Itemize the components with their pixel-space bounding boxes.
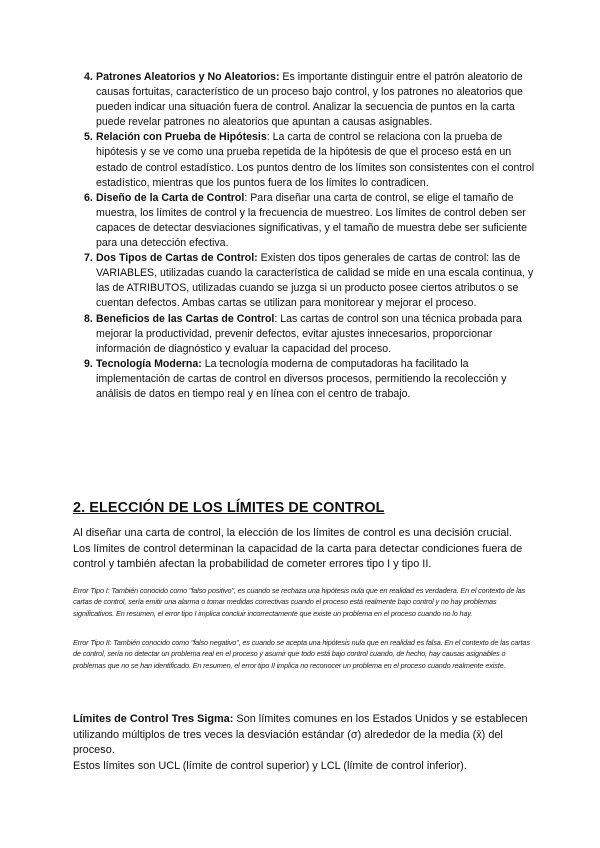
list-item-text: : La carta de control se relaciona con la prueba de hipótesis y se ve como una prueba repetida de la hipótesis de que el proceso está en un estado de control estadístico. Los puntos dentro de los límites son consistentes con el control estadístico, mientras que los puntos fuera de los límites lo contradicen. (96, 131, 535, 189)
list-item-term: Tecnología Moderna: (96, 357, 202, 370)
list-item-number: 8. (84, 312, 93, 325)
list-item-text: : Para diseñar una carta de control, se elige el tamaño de muestra, los límites de control y la frecuencia de muestreo. Los límites de control deben ser capaces de detectar desviaciones significativas, y el tamaño de muestra debe ser suficiente para una detección efectiva. (96, 191, 528, 250)
list-item-term: Patrones Aleatorios y No Aleatorios: (96, 71, 280, 83)
intro-paragraph: Al diseñar una carta de control, la elección de los límites de control es una decisión crucial. Los límites de control determinan la capacidad de la carta para detectar condiciones fuera de control y también afectan la probabilidad de cometer errores tipo I y tipo II. (73, 527, 523, 571)
list-item (72, 70, 542, 130)
list-item-number: 6. (84, 191, 93, 204)
list-item-term: Dos Tipos de Cartas de Control: (96, 252, 258, 265)
list-item (72, 191, 542, 251)
list-item-text: : Las cartas de control son una técnica probada para mejorar la productividad, prevenir defectos, evitar ajustes innecesarios, proporcionar información de diagnóstico y evaluar la capacidad del proceso. (96, 312, 522, 355)
list-item-text: Es importante distinguir entre el patrón aleatorio de causas fortuitas, característico de un proceso bajo control, y los patrones no aleatorios que pueden indicar una situación fuera de control. Analizar la secuencia de puntos en la carta puede revelar patrones no aleatorios que apuntan a causas asignables. (96, 71, 523, 129)
list-item-number: 7. (84, 252, 93, 265)
three-sigma-term: Límites de Control Tres Sigma: (73, 713, 234, 725)
three-sigma-paragraph (73, 712, 531, 774)
three-sigma-text: Son límites comunes en los Estados Unidos y se establecen utilizando múltiplos de tres veces la desviación estándar (σ) alrededor de la media (x̄) del proceso. (73, 713, 528, 757)
list-item (72, 251, 542, 311)
list-item-text: Existen dos tipos generales de cartas de control: las de VARIABLES, utilizadas cuando la característica de calidad se mide en una escala continua, y las de ATRIBUTOS, utilizadas cuando se juzga si un producto posee ciertos atributos o se cuentan defectos. Ambas cartas se utilizan para monitorear y mejorar el proceso. (96, 252, 534, 310)
list-item-term: Beneficios de las Cartas de Control (96, 312, 275, 325)
section-heading: 2. ELECCIÓN DE LOS LÍMITES DE CONTROL (73, 500, 385, 516)
list-item-term: Diseño de la Carta de Control (96, 191, 245, 204)
list-item-number: 9. (84, 357, 93, 370)
list-item-term: Relación con Prueba de Hipótesis (96, 131, 267, 144)
type-1-error-note: Error Tipo I: También conocido como "falso positivo", es cuando se rechaza una hipótesis nula que en realidad es verdadera. En el contexto de las cartas de control, sería emitir una alarma o tomar medidas correctivas cuando el proceso está realmente bajo control y no hay problemas significativos. En resumen, el error tipo I implica concluir incorrectamente que existe un problema en el proceso cuando no lo hay. (73, 586, 525, 618)
list-item (72, 357, 542, 402)
list-item (72, 130, 542, 190)
list-item-number: 5. (84, 131, 93, 144)
type-2-error-note: Error Tipo II: También conocido como "falso negativo", es cuando se acepta una hipótesis nula que en realidad es falsa. En el contexto de las cartas de control, sería no detectar un problema real en el proceso y asumir que todo está bajo control cuando, de hecho, hay causas asignables o problemas que no se han identificado. En resumen, el error tipo II implica no reconocer un problema en el proceso cuando realmente existe. (73, 638, 530, 670)
list-item-number: 4. (84, 71, 93, 83)
list-item-text: La tecnología moderna de computadoras ha facilitado la implementación de cartas de control en diversos procesos, permitiendo la recolección y análisis de datos en tiempo real y en línea con el centro de trabajo. (96, 357, 507, 400)
list-item (72, 312, 542, 357)
three-sigma-limits-line: Estos límites son UCL (límite de control superior) y LCL (límite de control inferior). (73, 759, 467, 772)
numbered-list (72, 70, 542, 402)
